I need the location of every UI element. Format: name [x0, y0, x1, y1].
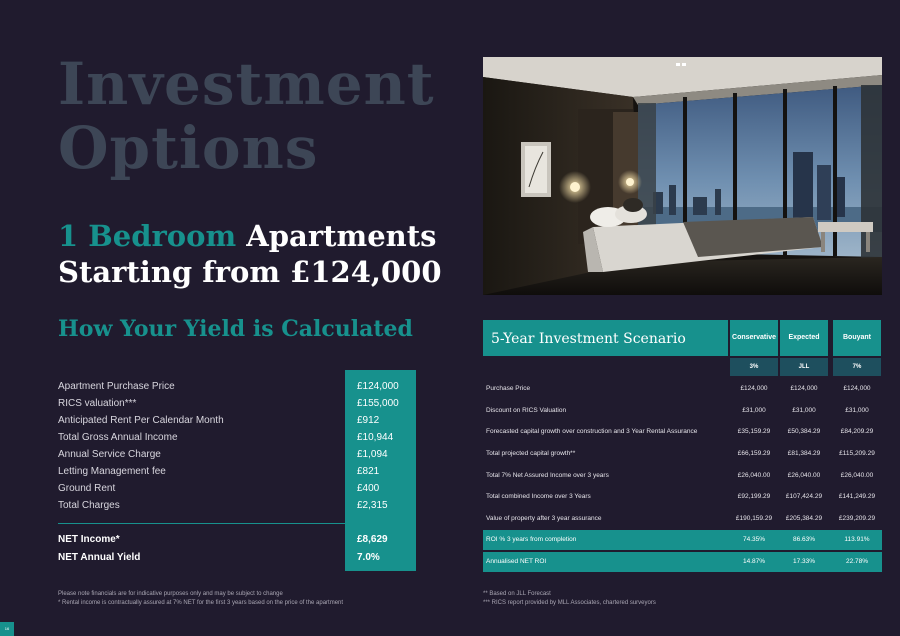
yield-label: Letting Management fee [58, 466, 166, 477]
column-header-bouyant: Bouyant [833, 320, 881, 356]
cell-value: £81,384.29 [787, 450, 821, 458]
column-rate-expected: JLL [780, 358, 828, 376]
cell-value: £205,384.29 [785, 515, 823, 523]
yield-value: £124,000 [357, 381, 399, 392]
subtitle-line-2: Starting from £124,000 [58, 255, 442, 289]
column-rate-bouyant: 7% [833, 358, 881, 376]
cell-value: £124,000 [740, 385, 768, 392]
roi-value: 113.91% [844, 536, 870, 543]
cell-value: £35,159.29 [737, 428, 771, 436]
yield-value: £1,094 [357, 449, 388, 460]
row-label: Forecasted capital growth over construction and 3 Year Rental Assurance [486, 428, 698, 436]
column-header-conservative: Conservative [730, 320, 778, 356]
row-label: Total combined Income over 3 Years [486, 493, 591, 501]
title-line-2: Options [58, 114, 319, 182]
yield-value: £2,315 [357, 500, 388, 511]
table-row [483, 465, 882, 487]
cell-value: £26,040.00 [787, 471, 821, 479]
net-value: 7.0% [357, 552, 380, 563]
roi-row [483, 530, 882, 550]
cell-value: £31,000 [845, 406, 869, 414]
yield-label: Total Charges [58, 500, 120, 511]
roi-summary [483, 530, 882, 574]
row-label: Total projected capital growth** [486, 450, 576, 458]
row-label: Total 7% Net Assured Income over 3 years [486, 471, 609, 479]
table-body [483, 378, 882, 530]
table-header [483, 320, 882, 370]
cell-value: £190,159.29 [735, 515, 773, 523]
subtitle-accent: 1 Bedroom [58, 219, 237, 253]
yield-value: £400 [357, 483, 380, 494]
column-rate-conservative: 3% [730, 358, 778, 376]
cell-value: £66,159.29 [737, 450, 771, 458]
cell-value: £124,000 [843, 385, 871, 392]
roi-label: ROI % 3 years from completion [486, 536, 577, 543]
yield-label: Total Gross Annual Income [58, 432, 178, 443]
cell-value: £31,000 [792, 406, 816, 414]
page-number: 16 [0, 622, 14, 636]
subtitle-rest: Apartments [236, 219, 437, 253]
footnotes [483, 590, 656, 608]
yield-value: £912 [357, 415, 380, 426]
table-row [483, 486, 882, 508]
scenario-title: 5-Year Investment Scenario [483, 320, 728, 356]
footnote-line: *** RICS report provided by MLL Associates, chartered surveyors [483, 600, 656, 606]
footnote-line: ** Based on JLL Forecast [483, 591, 551, 597]
roi-value: 22.78% [845, 558, 869, 565]
page-title [58, 52, 435, 180]
cell-value: £31,000 [742, 406, 766, 414]
yield-row [58, 480, 410, 497]
cell-value: £92,199.29 [737, 493, 771, 501]
title-line-1: Investment [58, 50, 435, 118]
net-label: NET Income* [58, 534, 120, 545]
yield-row [58, 497, 410, 514]
net-row [58, 531, 410, 549]
yield-row [58, 378, 410, 395]
yield-heading: How Your Yield is Calculated [58, 316, 413, 342]
table-row [483, 508, 882, 530]
yield-label: Apartment Purchase Price [58, 381, 175, 392]
yield-value: £155,000 [357, 398, 399, 409]
cell-value: £26,040.00 [840, 471, 874, 479]
yield-row [58, 463, 410, 480]
row-label: Purchase Price [486, 385, 531, 392]
yield-row [58, 446, 410, 463]
yield-label: Ground Rent [58, 483, 116, 494]
roi-value: 86.63% [792, 536, 816, 543]
cell-value: £239,209.29 [838, 515, 876, 523]
row-label: Value of property after 3 year assurance [486, 515, 602, 523]
cell-value: £26,040.00 [737, 471, 771, 479]
roi-value: 14.87% [742, 558, 766, 565]
roi-row [483, 552, 882, 572]
table-row [483, 443, 882, 465]
roi-label: Annualised NET ROI [486, 558, 547, 565]
yield-divider [58, 523, 345, 524]
column-header-expected: Expected [780, 320, 828, 356]
net-summary [58, 531, 410, 567]
yield-label: Anticipated Rent Per Calendar Month [58, 415, 224, 426]
disclaimer-line: Please note financials are for indicative purposes only and may be subject to change [58, 591, 283, 597]
table-row [483, 421, 882, 443]
net-row [58, 549, 410, 567]
cell-value: £107,424.29 [785, 493, 823, 501]
bedroom-photo [483, 57, 882, 295]
cell-value: £50,384.29 [787, 428, 821, 436]
roi-value: 17.33% [792, 558, 816, 565]
yield-row [58, 429, 410, 446]
cell-value: £84,209.29 [840, 428, 874, 436]
table-row [483, 400, 882, 422]
row-label: Discount on RICS Valuation [486, 406, 567, 414]
yield-label: Annual Service Charge [58, 449, 161, 460]
net-label: NET Annual Yield [58, 552, 141, 563]
cell-value: £141,249.29 [838, 493, 876, 501]
yield-row [58, 412, 410, 429]
yield-value: £821 [357, 466, 380, 477]
roi-value: 74.35% [742, 536, 766, 543]
apartment-subtitle [58, 218, 442, 290]
yield-label: RICS valuation*** [58, 398, 137, 409]
net-value: £8,629 [357, 534, 388, 545]
disclaimer-line: * Rental income is contractually assured at 7% NET for the first 3 years based on the price of the apartment [58, 600, 344, 606]
yield-row [58, 395, 410, 412]
yield-value: £10,944 [357, 432, 394, 443]
yield-list [58, 378, 410, 514]
cell-value: £115,209.29 [839, 450, 875, 458]
table-row [483, 378, 882, 400]
cell-value: £124,000 [790, 385, 818, 392]
disclaimer-notes [58, 590, 343, 608]
